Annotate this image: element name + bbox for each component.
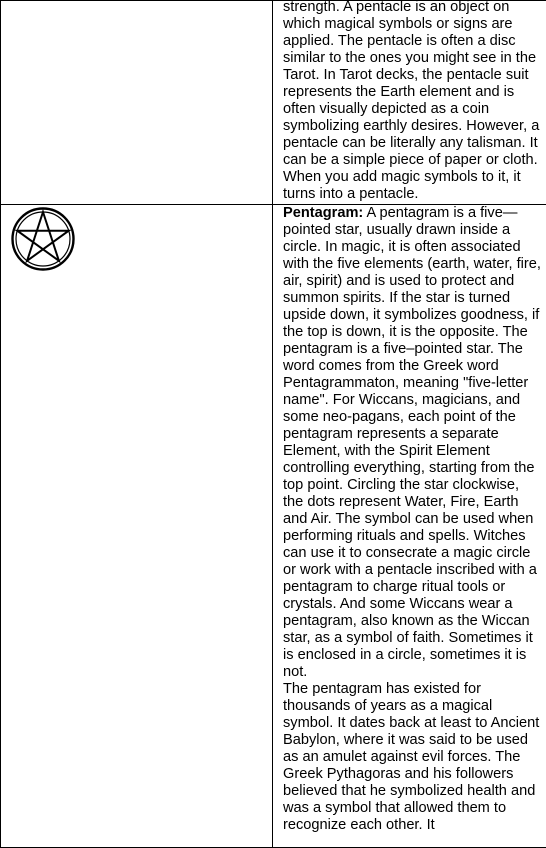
- paragraph: [283, 205, 543, 681]
- table-row: [1, 205, 546, 848]
- image-cell-empty: [1, 1, 273, 205]
- paragraph: strength. A pentacle is an object on which magical symbols or signs are applied. The pentacle is often a disc similar to the ones you might see in the Tarot. In Tarot decks, the pentacle suit represents the Earth element and is often visually depicted as a coin symbolizing earthly desires. However, a pentacle can be literally any talisman. It can be a simple piece of paper or cloth. When you add magic symbols to it, it turns into a pentacle.: [283, 0, 543, 203]
- description-text: [273, 205, 546, 834]
- pentagram-icon: [11, 207, 75, 271]
- table-row: [1, 1, 546, 205]
- term-definition: A pentagram is a five—pointed star, usually drawn inside a circle. In magic, it is often associated with the five elements (earth, water, fire, air, spirit) and is used to protect and summon spirits. If the star is turned upside down, it symbolizes goodness, if the top is down, it is the opposite. The pentagram is a five–pointed star. The word comes from the Greek word Pentagrammaton, meaning "five-letter name". For Wiccans, magicians, and some neo-pagans, each point of the pentagram represents a separate Element, with the Spirit Element controlling everything, starting from the top point. Circling the star clockwise, the dots represent Water, Fire, Earth and Air. The symbol can be used when performing rituals and spells. Witches can use it to consecrate a magic circle or work with a pentacle inscribed with a pentagram to charge ritual tools or crystals. And some Wiccans wear a pentagram, also known as the Wiccan star, as a symbol of faith. Sometimes it is enclosed in a circle, sometimes it is not.: [283, 205, 541, 680]
- paragraph: The pentagram has existed for thousands of years as a magical symbol. It dates back at least to Ancient Babylon, where it was said to be used as an amulet against evil forces. The Greek Pythagoras and his followers believed that he symbolized health and was a symbol that allowed them to recognize each other. It: [283, 681, 543, 834]
- description-text: [273, 0, 546, 203]
- description-cell: [273, 1, 546, 205]
- description-cell: [273, 205, 546, 848]
- term-label: Pentagram:: [283, 205, 363, 221]
- image-cell: [1, 205, 273, 848]
